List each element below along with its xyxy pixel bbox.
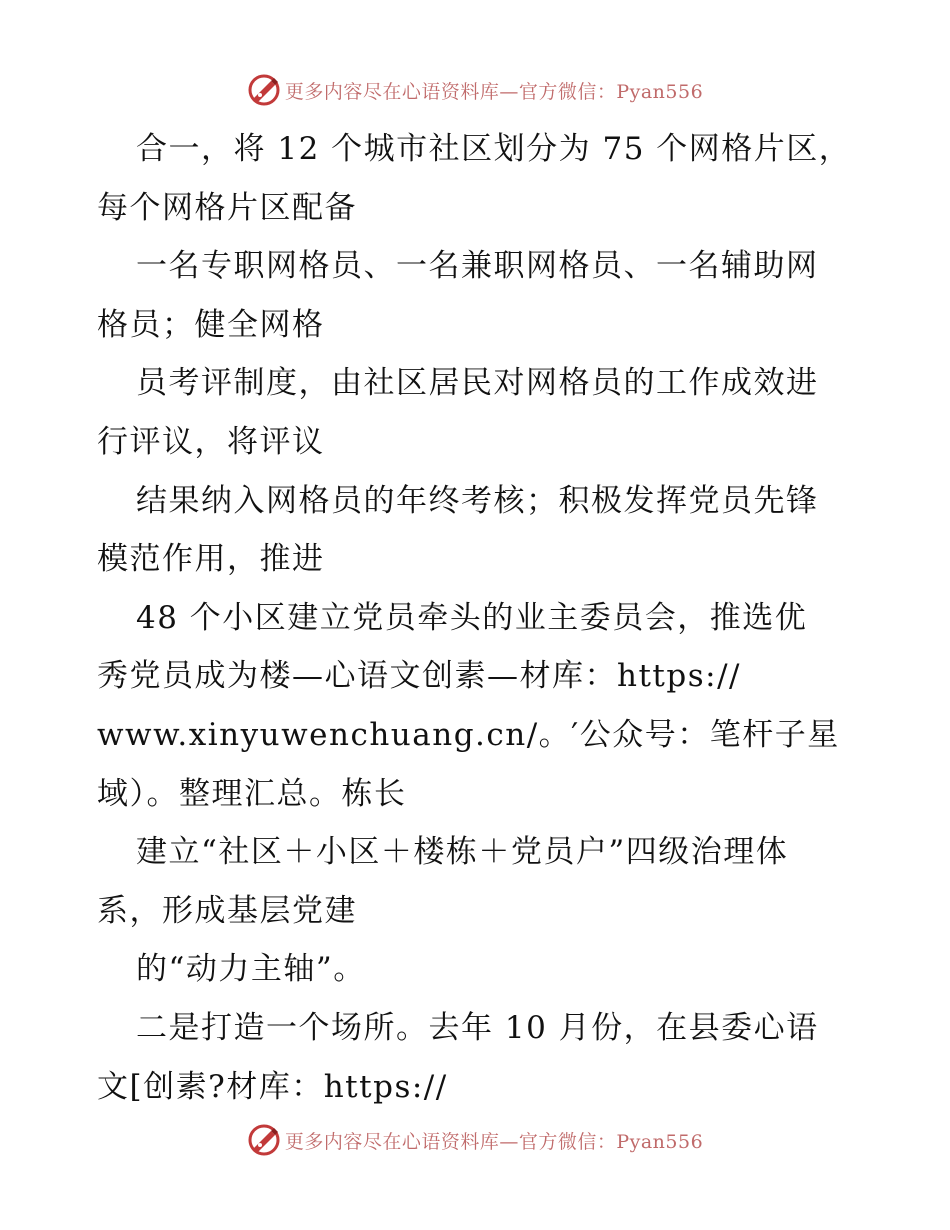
text-line: 员考评制度，由社区居民对网格员的工作成效进 (136, 365, 819, 402)
text-line: 模范作用，推进 (97, 541, 325, 578)
text-line: 二是打造一个场所。去年 10 月份，在县委心语 (136, 1009, 819, 1046)
text-line: 格员；健全网格 (97, 306, 325, 343)
text-line: 文[创素?材库：https:// (97, 1068, 448, 1105)
text-line: 的“动力主轴”。 (136, 951, 366, 988)
text-line: 一名专职网格员、一名兼职网格员、一名辅助网 (136, 248, 819, 285)
pen-logo-icon (247, 73, 281, 107)
text-line: 48 个小区建立党员牵头的业主委员会，推选优 (136, 599, 808, 636)
text-line: 域）。整理汇总。栋长 (97, 775, 407, 812)
text-line: www.xinyuwenchuang.cn/。′公众号：笔杆子星 (97, 716, 840, 753)
document-body (97, 120, 857, 1116)
footer-watermark (0, 1120, 950, 1160)
text-line: 秀党员成为楼—心语文创素—材库：https:// (97, 658, 741, 695)
text-line: 合一，将 12 个城市社区划分为 75 个网格片区， (136, 131, 852, 167)
pen-logo-icon (247, 1123, 281, 1157)
watermark-text: 更多内容尽在心语资料库—官方微信：Pyan556 (284, 1130, 704, 1153)
text-line: 系，形成基层党建 (97, 892, 357, 929)
text-line: 结果纳入网格员的年终考核；积极发挥党员先锋 (136, 482, 819, 519)
watermark-text: 更多内容尽在心语资料库—官方微信：Pyan556 (284, 80, 704, 103)
text-line: 建立“社区＋小区＋楼栋＋党员户”四级治理体 (136, 834, 789, 871)
text-line: 行评议，将评议 (97, 423, 325, 460)
header-watermark (0, 70, 950, 110)
text-line: 每个网格片区配备 (97, 189, 357, 226)
